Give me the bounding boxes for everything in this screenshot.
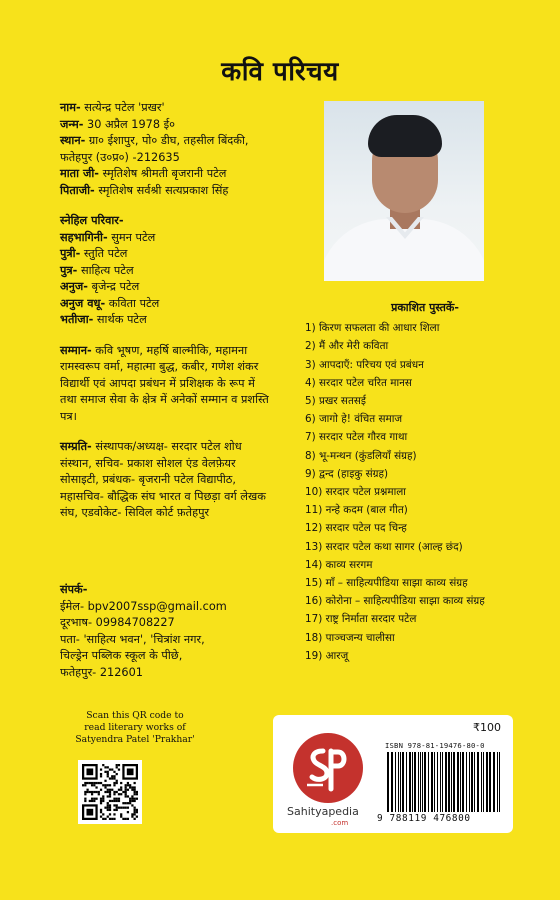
qr-caption-line-3: Satyendra Patel 'Prakhar' (75, 734, 195, 745)
spouse-label: सहभागिनी- (60, 230, 108, 244)
honors-line-5: पत्र। (60, 409, 77, 423)
spouse-value: सुमन पटेल (111, 230, 156, 244)
contact-section (60, 582, 300, 681)
contact-heading (60, 582, 300, 599)
sister-in-law-row (60, 296, 322, 313)
current-label: सम्प्रति- (60, 440, 92, 453)
mother-value: स्मृतिशेष श्रीमती बृजरानी पटेल (102, 167, 227, 180)
publisher-name: Sahityapedia (287, 805, 359, 818)
nephew-row (60, 312, 322, 329)
author-bio (60, 100, 322, 522)
father-row (60, 183, 322, 200)
book-item: 13) सरदार पटेल कथा सागर (आल्ह छंद) (305, 540, 463, 553)
daughter-row (60, 246, 322, 263)
photo-hair (368, 115, 442, 157)
current-line-1 (60, 439, 322, 456)
publisher-box (273, 715, 513, 833)
current-line-3: सोसाइटी, प्रबंधक- बृजरानी पटेल विद्यापीठ, (60, 473, 236, 486)
author-photo (324, 101, 484, 281)
page-title: कवि परिचय (221, 57, 339, 87)
contact-address-2: चिल्ड्रेन पब्लिक स्कूल के पीछे, (60, 649, 183, 662)
dob-label: जन्म- (60, 117, 84, 131)
father-label: पिताजी- (60, 183, 95, 197)
honors-label: सम्मान- (60, 343, 92, 357)
contact-address-3: फतेहपुर- 212601 (60, 665, 143, 679)
honors-line-2: रामस्वरूप वर्मा, महात्मा बुद्ध, कबीर, गणेश शंकर (60, 360, 259, 373)
barcode-digits: 9 788119 476800 (377, 813, 471, 824)
book-item: 16) कोरोना – साहित्यपीडिया साझा काव्य संग्रह (305, 595, 485, 608)
brother-value: बृजेन्द्र पटेल (91, 280, 140, 293)
nephew-label: भतीजा- (60, 313, 94, 326)
book-item: 5) प्रखर सतसई (305, 395, 367, 408)
qr-code[interactable] (78, 760, 142, 824)
daughter-value: स्तुति पटेल (83, 247, 128, 260)
book-item: 8) भू-मन्थन (कुंडलियाँ संग्रह) (305, 449, 417, 462)
book-item: 2) मैं और मेरी कविता (305, 340, 389, 353)
family-heading-text: स्नेहिल परिवार- (60, 214, 124, 227)
sister-in-law-value: कविता पटेल (108, 296, 160, 310)
book-item: 3) आपदाएँ: परिचय एवं प्रबंधन (305, 358, 424, 371)
published-books (305, 299, 545, 665)
father-value: स्मृतिशेष सर्वश्री सत्यप्रकाश सिंह (98, 183, 229, 197)
name-row (60, 100, 322, 117)
contact-email: ईमेल- bpv2007ssp@gmail.com (60, 599, 227, 613)
qr-code-icon (82, 764, 138, 820)
book-item: 10) सरदार पटेल प्रश्नमाला (305, 486, 406, 499)
publisher-domain: .com (331, 819, 349, 827)
name-label: नाम- (60, 101, 81, 114)
book-item: 9) द्वन्द (हाइकु संग्रह) (305, 467, 389, 480)
qr-caption (70, 710, 200, 746)
qr-caption-line-1: Scan this QR code to (86, 710, 184, 721)
book-item: 7) सरदार पटेल गौरव गाथा (305, 431, 408, 444)
place-row (60, 133, 322, 150)
place-row-2: फतेहपुर (उ०प्र०) -212635 (60, 150, 180, 164)
son-label: पुत्र- (60, 263, 78, 277)
name-value: सत्येन्द्र पटेल 'प्रखर' (84, 101, 165, 114)
book-item: 4) सरदार पटेल चरित मानस (305, 376, 412, 389)
dob-row (60, 117, 322, 134)
barcode-icon (385, 752, 503, 812)
son-value: साहित्य पटेल (80, 263, 134, 277)
mother-label: माता जी- (60, 167, 99, 180)
sister-in-law-label: अनुज वधू- (60, 296, 106, 310)
book-item: 1) किरण सफलता की आधार शिला (305, 322, 440, 335)
book-item: 14) काव्य सरगम (305, 558, 373, 571)
honors-line-3: विद्यार्थी एवं आपदा प्रबंधन में प्रशिक्षक के रूप में (60, 376, 255, 390)
family-heading (60, 213, 322, 230)
book-item: 18) पाञ्चजन्य चालीसा (305, 631, 395, 644)
logo-sp-icon (293, 733, 363, 803)
isbn-text: ISBN 978-81-19476-80-0 (385, 741, 485, 750)
current-line-5: संघ, एडवोकेट- सिविल कोर्ट फ़तेहपुर (60, 506, 210, 519)
current-line-4: महासचिव- बौद्धिक संघ भारत व पिछड़ा वर्ग लेखक (60, 489, 266, 503)
daughter-label: पुत्री- (60, 247, 81, 260)
books-heading: प्रकाशित पुस्तकें- (391, 301, 459, 314)
mother-row (60, 166, 322, 183)
honors-text-1: कवि भूषण, महर्षि बाल्मीकि, महामना (95, 343, 248, 357)
contact-heading-text: संपर्क- (60, 583, 88, 596)
place-label: स्थान- (60, 134, 86, 147)
current-text-1: संस्थापक/अध्यक्ष- सरदार पटेल शोध (95, 440, 242, 453)
book-item: 6) जागो हे! वंचित समाज (305, 413, 403, 426)
contact-phone: दूरभाष- 09984708227 (60, 616, 175, 629)
book-item: 11) नन्हे कदम (बाल गीत) (305, 504, 408, 517)
current-line-2: संस्थान, सचिव- प्रकाश सोशल एंड वेलफ़ेयर (60, 456, 236, 470)
book-item: 15) माँ – साहित्यपीडिया साझा काव्य संग्रह (305, 577, 468, 590)
nephew-value: सार्थक पटेल (96, 313, 147, 326)
book-item: 12) सरदार पटेल पद चिन्ह (305, 522, 407, 535)
book-item: 19) आरजू (305, 649, 349, 662)
son-row (60, 263, 322, 280)
place-value: ग्रा० ईशापुर, पो० डीघ, तहसील बिंदकी, (88, 134, 249, 147)
dob-value: 30 अप्रैल 1978 ई० (87, 117, 176, 131)
brother-row (60, 279, 322, 296)
book-item: 17) राष्ट्र निर्माता सरदार पटेल (305, 613, 417, 626)
brother-label: अनुज- (60, 280, 88, 293)
price: ₹100 (473, 721, 501, 734)
qr-caption-line-2: read literary works of (84, 722, 186, 733)
honors-line-1 (60, 343, 322, 360)
publisher-logo-icon (293, 733, 363, 803)
spouse-row (60, 230, 322, 247)
honors-line-4: तथा समाज सेवा के क्षेत्र में अनेकों सम्मान व प्रशस्ति (60, 393, 269, 406)
contact-address-1: पता- 'साहित्य भवन', 'चित्रांश नगर, (60, 632, 205, 646)
